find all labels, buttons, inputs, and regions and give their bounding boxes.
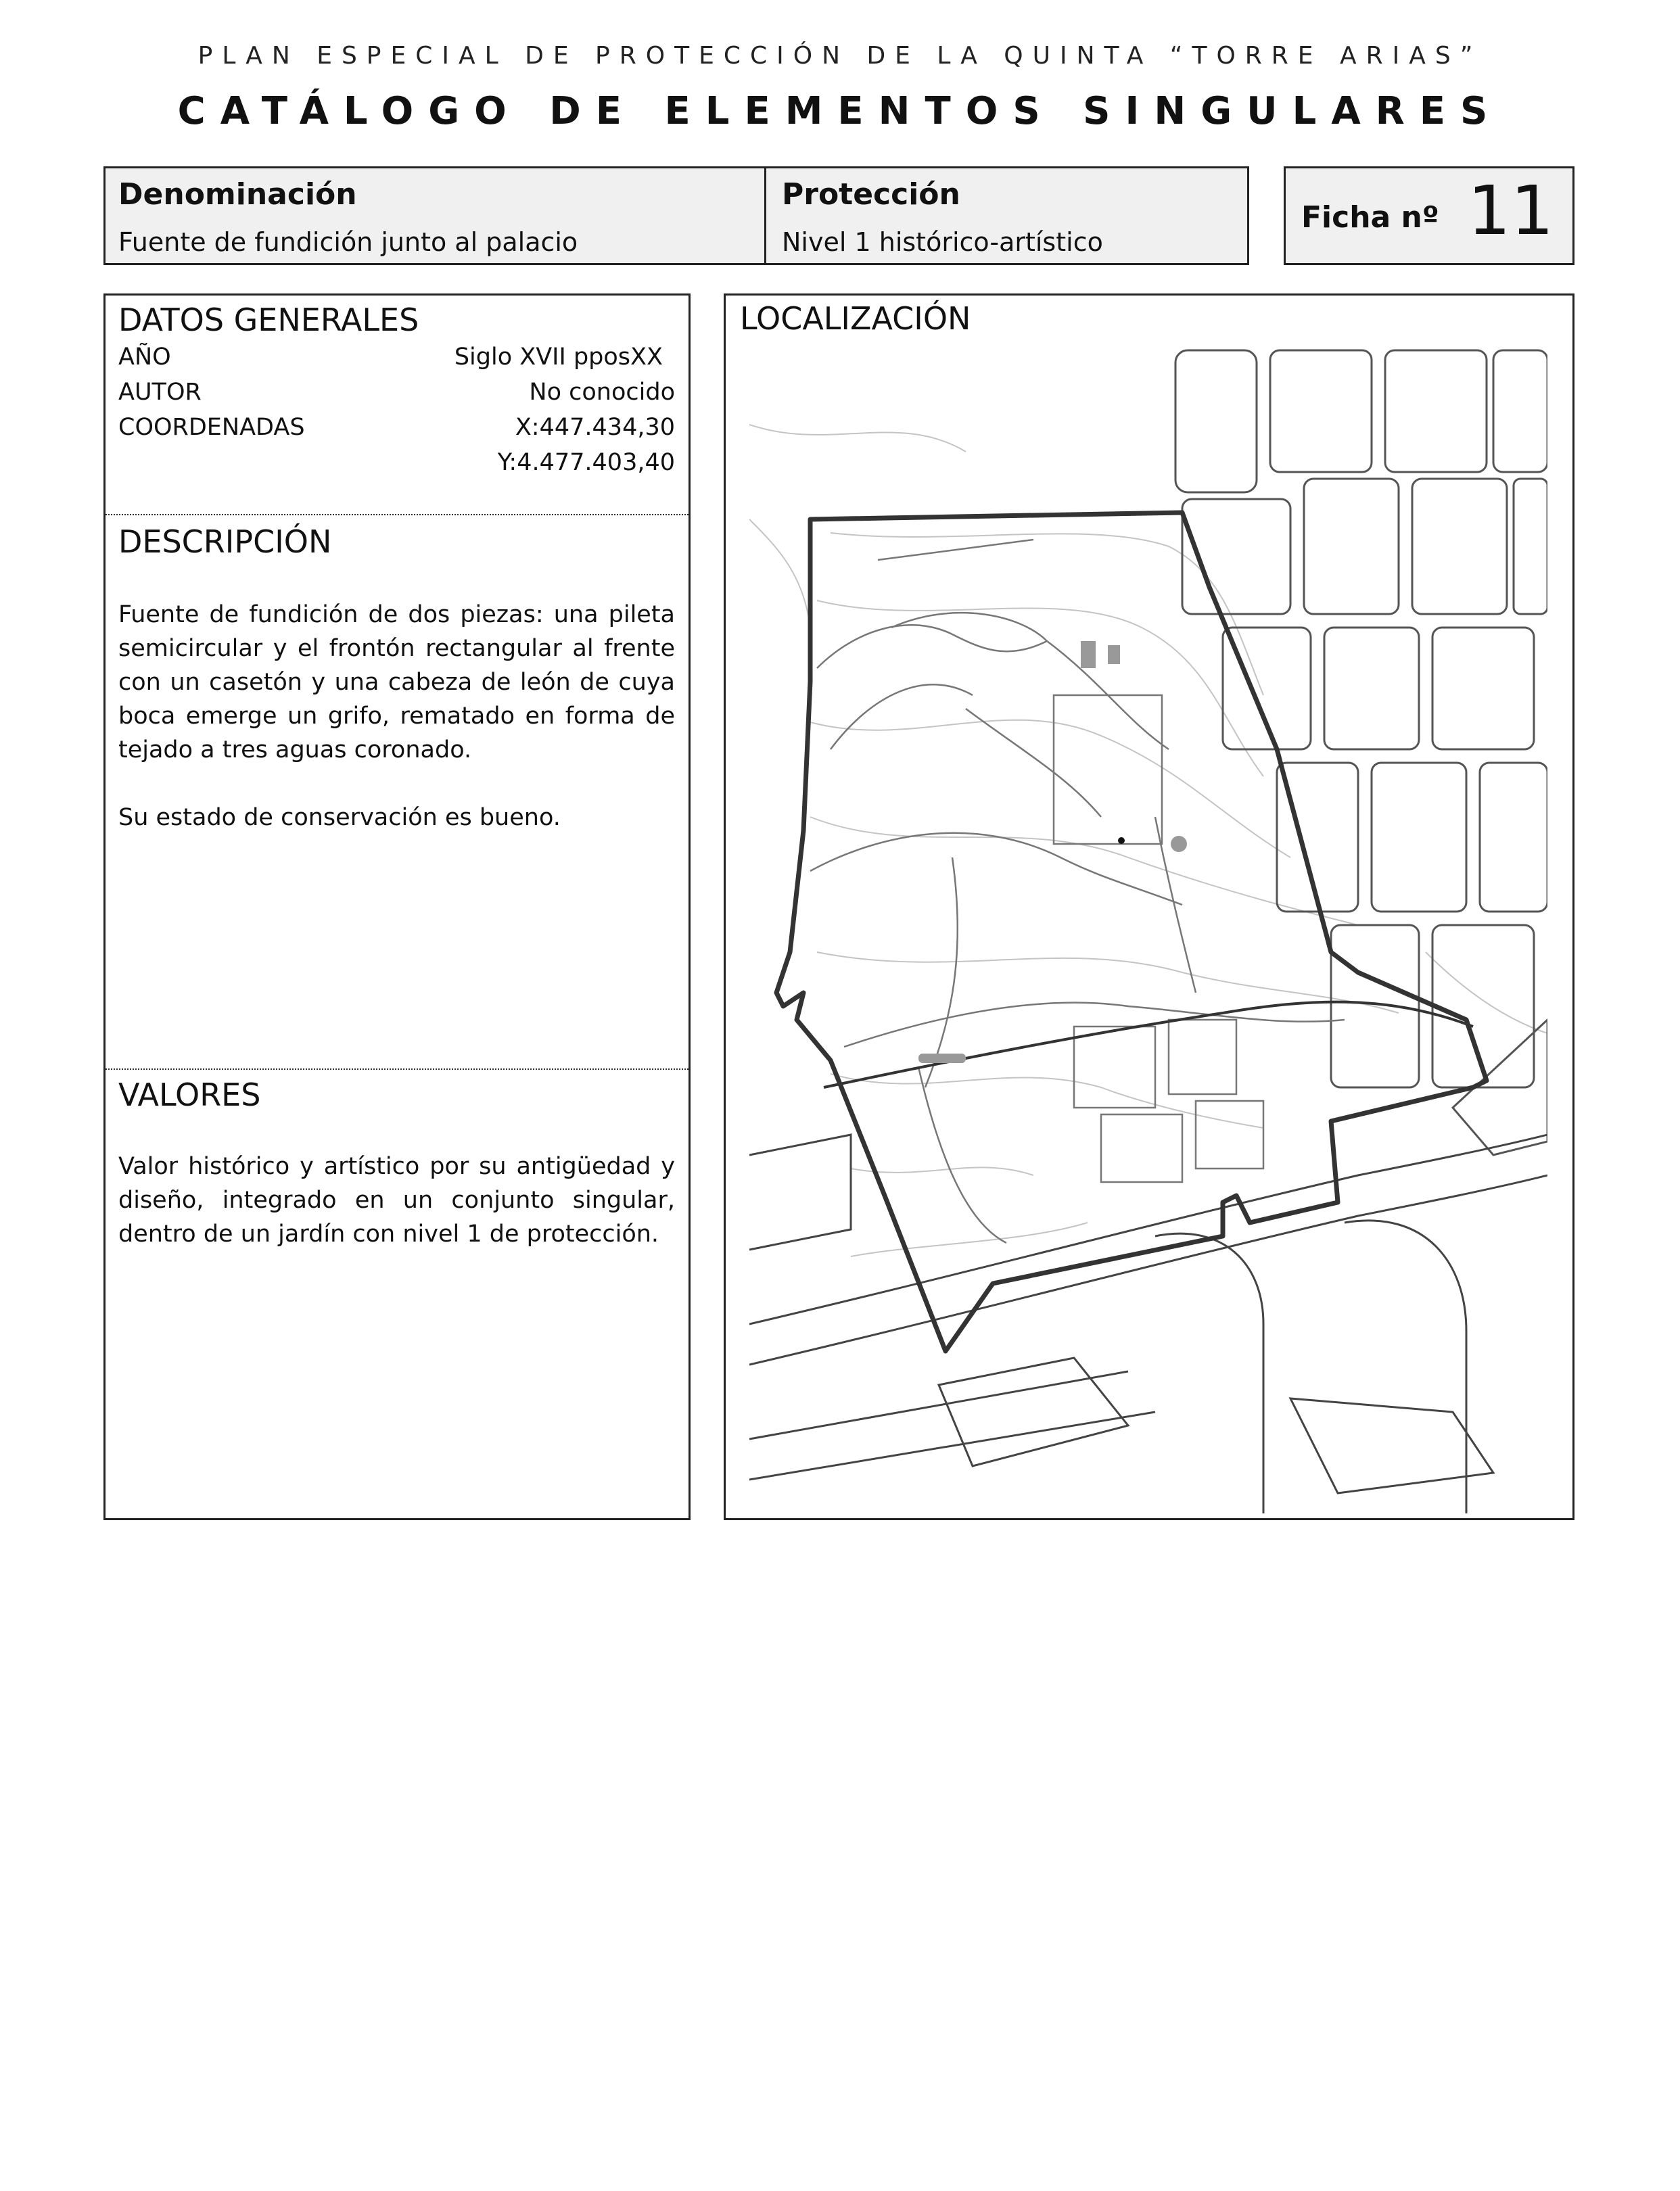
autor-value: No conocido (529, 379, 675, 406)
denominacion-value: Fuente de fundición junto al palacio (118, 227, 578, 257)
ficha-number: 11 (1468, 171, 1554, 250)
location-map (749, 344, 1547, 1513)
plan-title: PLAN ESPECIAL DE PROTECCIÓN DE LA QUINTA “TORRE ARIAS” (197, 42, 1483, 70)
denominacion-label: Denominación (118, 177, 357, 212)
autor-label: AUTOR (118, 379, 202, 406)
ano-label: AÑO (118, 344, 171, 371)
descripcion-title: DESCRIPCIÓN (118, 523, 332, 560)
estado-paragraph: Su estado de conservación es bueno. (118, 804, 561, 831)
proteccion-label: Protección (782, 177, 960, 212)
ano-value: Siglo XVII pposXX (454, 344, 663, 371)
valores-paragraph: Valor histórico y artístico por su antigüedad y diseño, integrado en un conjunto singular, dentro de un jardín con nivel 1 de protección. (118, 1153, 675, 1248)
proteccion-value: Nivel 1 histórico-artístico (782, 227, 1103, 257)
coordenada-y: Y:4.477.403,40 (497, 449, 675, 476)
ficha-label: Ficha nº (1301, 200, 1439, 235)
left-panel (103, 293, 691, 1520)
identification-divider (764, 166, 766, 265)
fountain-location-marker (1118, 837, 1125, 844)
descripcion-paragraph: Fuente de fundición de dos piezas: una pileta semicircular y el frontón rectangular al frente con un casetón y una cabeza de león de cuya boca emerge un grifo, rematado en forma de tejado a tres aguas coronado. (118, 601, 675, 763)
valores-title: VALORES (118, 1077, 261, 1113)
localizacion-title: LOCALIZACIÓN (740, 300, 971, 337)
coordenadas-label: COORDENADAS (118, 414, 305, 441)
section-divider (106, 1068, 689, 1070)
coordenada-x: X:447.434,30 (515, 414, 675, 441)
catalog-title: CATÁLOGO DE ELEMENTOS SINGULARES (177, 89, 1503, 133)
section-divider (106, 514, 689, 515)
datos-generales-title: DATOS GENERALES (118, 302, 419, 338)
